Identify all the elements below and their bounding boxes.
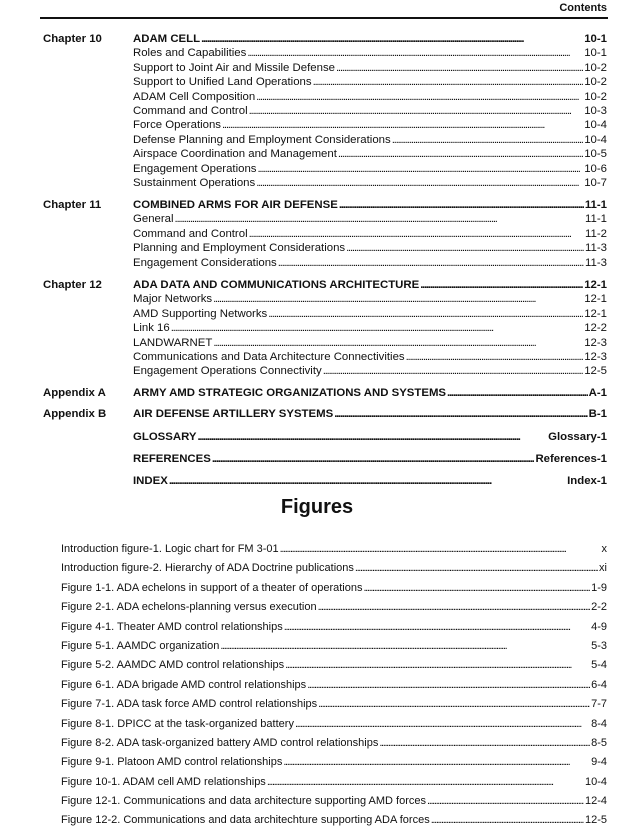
- toc-item-row[interactable]: [43, 104, 607, 118]
- dot-leader: [257, 162, 583, 176]
- dot-leader: [334, 407, 587, 421]
- dot-leader: [427, 792, 584, 811]
- section-label: Chapter 11: [43, 199, 102, 211]
- figure-row[interactable]: [61, 540, 607, 559]
- toc-item-row[interactable]: [43, 292, 607, 306]
- toc-item-row[interactable]: [43, 256, 607, 270]
- dot-leader: [338, 147, 583, 161]
- entry-page: 4-9: [591, 620, 607, 633]
- entry-title: ADAM CELL: [133, 33, 201, 45]
- dot-leader: [256, 90, 583, 104]
- toc-section: [43, 452, 607, 466]
- entry-page: 10-2: [584, 90, 607, 103]
- entry-page: 12-5: [584, 814, 607, 827]
- entry: [133, 321, 607, 335]
- entry-page: References-1: [535, 453, 607, 465]
- entry-page: 6-4: [591, 678, 607, 691]
- entry: [133, 61, 607, 75]
- dot-leader: [313, 75, 584, 89]
- dot-leader: [278, 256, 584, 270]
- section-label: Chapter 12: [43, 279, 102, 291]
- entry-title: ADAM Cell Composition: [133, 90, 256, 103]
- entry-page: 12-1: [584, 279, 607, 291]
- entry-page: 12-2: [584, 322, 607, 335]
- entry-title: Figure 8-2. ADA task-organized battery AMD control relationships: [61, 736, 379, 749]
- dot-leader: [323, 364, 584, 378]
- figures-heading: Figures: [280, 496, 354, 518]
- entry-page: 12-3: [584, 350, 607, 363]
- entry: [133, 364, 607, 378]
- dot-leader: [420, 278, 583, 292]
- entry: [61, 773, 607, 792]
- entry: [133, 336, 607, 350]
- entry-title: ADA DATA AND COMMUNICATIONS ARCHITECTURE: [133, 279, 420, 291]
- entry-title: LANDWARNET: [133, 336, 213, 349]
- entry-title: Major Networks: [133, 293, 213, 306]
- entry: [133, 75, 607, 89]
- entry: [61, 579, 607, 598]
- entry: [61, 695, 607, 714]
- entry-title: AMD Supporting Networks: [133, 307, 268, 320]
- entry: [133, 46, 607, 60]
- dot-leader: [318, 598, 590, 617]
- entry-page: 10-6: [584, 162, 607, 175]
- toc-heading-row[interactable]: [43, 32, 607, 46]
- entry: [133, 430, 607, 444]
- toc-item-row[interactable]: [43, 90, 607, 104]
- entry: [61, 540, 607, 559]
- entry-page: 10-2: [584, 61, 607, 74]
- figure-row[interactable]: [61, 676, 607, 695]
- entry-title: Figure 9-1. Platoon AMD control relationships: [61, 756, 283, 769]
- entry: [133, 133, 607, 147]
- figure-row[interactable]: [61, 715, 607, 734]
- dot-leader: [283, 753, 590, 772]
- dot-leader: [212, 452, 535, 466]
- entry-page: 11-2: [585, 227, 607, 240]
- entry-page: 10-7: [584, 176, 607, 189]
- entry: [61, 637, 607, 656]
- dot-leader: [284, 618, 590, 637]
- entry: [61, 811, 607, 830]
- dot-leader: [280, 540, 601, 559]
- entry: [61, 676, 607, 695]
- dot-leader: [392, 133, 583, 147]
- entry-page: 12-1: [584, 307, 607, 320]
- toc-item-row[interactable]: [43, 321, 607, 335]
- dot-leader: [318, 695, 590, 714]
- entry-title: ARMY AMD STRATEGIC ORGANIZATIONS AND SYSTEMS: [133, 387, 447, 399]
- toc-item-row[interactable]: [43, 227, 607, 241]
- toc-heading-row[interactable]: [43, 430, 607, 444]
- entry-page: 8-5: [591, 736, 607, 749]
- dot-leader: [267, 773, 584, 792]
- toc-section: [43, 407, 607, 421]
- toc-item-row[interactable]: [43, 336, 607, 350]
- toc-item-row[interactable]: [43, 307, 607, 321]
- dot-leader: [249, 227, 584, 241]
- dot-leader: [339, 198, 584, 212]
- entry-title: Force Operations: [133, 119, 221, 132]
- entry: [61, 656, 607, 675]
- entry-page: 9-4: [591, 756, 607, 769]
- entry: [133, 227, 607, 241]
- entry-title: Command and Control: [133, 104, 248, 117]
- dot-leader: [213, 336, 583, 350]
- entry-title: Figure 12-2. Communications and data architechture supporting ADA forces: [61, 814, 430, 827]
- entry-page: 1-9: [591, 581, 607, 594]
- entry-page: 2-2: [591, 601, 607, 614]
- figure-row[interactable]: [61, 579, 607, 598]
- toc-item-row[interactable]: [43, 46, 607, 60]
- entry: [133, 407, 607, 421]
- entry-page: 12-4: [584, 795, 607, 808]
- entry-title: Roles and Capabilities: [133, 47, 247, 60]
- entry-title: Introduction figure-2. Hierarchy of ADA Doctrine publications: [61, 562, 354, 575]
- toc-item-row[interactable]: [43, 118, 607, 132]
- toc-item-row[interactable]: [43, 61, 607, 75]
- toc-section: [43, 474, 607, 488]
- toc-item-row[interactable]: [43, 75, 607, 89]
- header-rule: [40, 17, 608, 19]
- entry-title: Figure 1-1. ADA echelons in support of a theater of operations: [61, 581, 363, 594]
- entry-page: 10-3: [584, 104, 607, 117]
- toc-item-row[interactable]: [43, 162, 607, 176]
- dot-leader: [379, 734, 590, 753]
- entry-title: Command and Control: [133, 227, 248, 240]
- entry: [133, 307, 607, 321]
- entry-title: Figure 8-1. DPICC at the task-organized battery: [61, 717, 294, 730]
- figure-row[interactable]: [61, 811, 607, 830]
- figure-row[interactable]: [61, 773, 607, 792]
- entry-title: INDEX: [133, 475, 168, 487]
- entry: [133, 198, 607, 212]
- entry-page: 12-1: [584, 293, 607, 306]
- entry: [133, 452, 607, 466]
- entry-page: 10-4: [584, 133, 607, 146]
- entry: [133, 256, 607, 270]
- entry-title: Support to Unified Land Operations: [133, 76, 312, 89]
- entry-page: 10-1: [584, 33, 607, 45]
- entry-title: Planning and Employment Considerations: [133, 242, 346, 255]
- dot-leader: [355, 559, 598, 578]
- entry: [61, 559, 607, 578]
- entry-title: GLOSSARY: [133, 431, 197, 443]
- toc-item-row[interactable]: [43, 133, 607, 147]
- entry-title: Sustainment Operations: [133, 176, 256, 189]
- toc-section: [43, 386, 607, 400]
- dot-leader: [268, 307, 583, 321]
- entry-title: Figure 10-1. ADAM cell AMD relationships: [61, 775, 266, 788]
- figure-row[interactable]: [61, 792, 607, 811]
- entry: [133, 241, 607, 255]
- figure-row[interactable]: [61, 695, 607, 714]
- dot-leader: [285, 656, 590, 675]
- figure-row[interactable]: [61, 559, 607, 578]
- entry-page: 7-7: [591, 698, 607, 711]
- figures-list: [61, 540, 607, 831]
- toc-item-row[interactable]: [43, 176, 607, 190]
- figure-row[interactable]: [61, 753, 607, 772]
- entry: [133, 386, 607, 400]
- entry-title: REFERENCES: [133, 453, 211, 465]
- dot-leader: [447, 386, 588, 400]
- dot-leader: [198, 430, 548, 444]
- entry-title: General: [133, 213, 174, 226]
- dot-leader: [307, 676, 590, 695]
- entry-page: 8-4: [591, 717, 607, 730]
- entry: [133, 118, 607, 132]
- entry-page: 11-3: [585, 242, 607, 255]
- entry-page: Index-1: [567, 475, 607, 487]
- entry-page: 11-1: [585, 213, 607, 226]
- toc-heading-row[interactable]: [43, 278, 607, 292]
- entry-page: 10-4: [584, 775, 607, 788]
- entry-title: Engagement Operations Connectivity: [133, 365, 322, 378]
- figure-row[interactable]: [61, 637, 607, 656]
- dot-leader: [431, 811, 584, 830]
- entry: [133, 90, 607, 104]
- dot-leader: [222, 118, 583, 132]
- entry: [133, 176, 607, 190]
- entry-title: Introduction figure-1. Logic chart for FM 3-01: [61, 543, 279, 555]
- dot-leader: [346, 241, 584, 255]
- dot-leader: [249, 104, 584, 118]
- dot-leader: [247, 46, 583, 60]
- entry-title: Figure 12-1. Communications and data architecture supporting AMD forces: [61, 795, 427, 808]
- figure-row[interactable]: [61, 656, 607, 675]
- entry: [133, 350, 607, 364]
- entry-page: x: [601, 543, 607, 555]
- entry-title: Defense Planning and Employment Considerations: [133, 133, 391, 146]
- toc-section: [43, 32, 607, 190]
- entry-title: Communications and Data Architecture Connectivities: [133, 350, 405, 363]
- entry: [133, 278, 607, 292]
- entry: [133, 162, 607, 176]
- entry-title: Figure 7-1. ADA task force AMD control relationships: [61, 698, 318, 711]
- entry-title: Link 16: [133, 322, 170, 335]
- entry: [133, 474, 607, 488]
- toc-heading-row[interactable]: [43, 452, 607, 466]
- entry-page: 11-3: [585, 256, 607, 269]
- toc-section: [43, 430, 607, 444]
- toc-item-row[interactable]: [43, 350, 607, 364]
- section-label: Appendix A: [43, 387, 106, 399]
- running-header: Contents: [559, 2, 607, 14]
- toc-section: [43, 278, 607, 379]
- entry-page: 10-4: [584, 119, 607, 132]
- entry-title: Figure 2-1. ADA echelons-planning versus execution: [61, 601, 317, 614]
- dot-leader: [295, 715, 590, 734]
- entry-title: Figure 6-1. ADA brigade AMD control relationships: [61, 678, 307, 691]
- entry: [133, 292, 607, 306]
- toc-heading-row[interactable]: [43, 407, 607, 421]
- figure-row[interactable]: [61, 618, 607, 637]
- entry-page: 12-5: [584, 365, 607, 378]
- dot-leader: [171, 321, 583, 335]
- dot-leader: [363, 579, 590, 598]
- entry: [61, 715, 607, 734]
- toc-heading-row[interactable]: [43, 474, 607, 488]
- dot-leader: [169, 474, 566, 488]
- entry-page: A-1: [588, 387, 607, 399]
- entry: [133, 147, 607, 161]
- entry-page: B-1: [588, 408, 607, 420]
- dot-leader: [336, 61, 583, 75]
- dot-leader: [256, 176, 583, 190]
- entry-page: 12-3: [584, 336, 607, 349]
- toc-heading-row[interactable]: [43, 386, 607, 400]
- entry-title: Support to Joint Air and Missile Defense: [133, 61, 335, 74]
- entry: [133, 104, 607, 118]
- toc-section: [43, 198, 607, 270]
- section-label: Appendix B: [43, 408, 107, 420]
- entry-page: 5-4: [591, 659, 607, 672]
- toc-item-row[interactable]: [43, 147, 607, 161]
- dot-leader: [213, 292, 583, 306]
- entry-page: 10-2: [584, 76, 607, 89]
- dot-leader: [175, 212, 585, 226]
- toc-item-row[interactable]: [43, 241, 607, 255]
- figure-row[interactable]: [61, 598, 607, 617]
- dot-leader: [406, 350, 584, 364]
- entry-page: 10-1: [584, 47, 607, 60]
- entry-page: 5-3: [591, 639, 607, 652]
- dot-leader: [201, 32, 583, 46]
- entry-page: 10-5: [584, 148, 607, 161]
- entry: [133, 32, 607, 46]
- section-label: Chapter 10: [43, 33, 102, 45]
- entry-page: Glossary-1: [548, 431, 607, 443]
- entry: [61, 598, 607, 617]
- entry: [61, 618, 607, 637]
- entry: [61, 753, 607, 772]
- toc-item-row[interactable]: [43, 212, 607, 226]
- entry-title: COMBINED ARMS FOR AIR DEFENSE: [133, 199, 338, 211]
- entry-page: xi: [599, 562, 607, 575]
- entry-page: 11-1: [584, 199, 607, 211]
- entry-title: Figure 5-1. AAMDC organization: [61, 639, 220, 652]
- entry-title: Figure 4-1. Theater AMD control relationships: [61, 620, 283, 633]
- figure-row[interactable]: [61, 734, 607, 753]
- toc-heading-row[interactable]: [43, 198, 607, 212]
- entry-title: Engagement Considerations: [133, 256, 277, 269]
- entry: [61, 792, 607, 811]
- entry: [133, 212, 607, 226]
- dot-leader: [220, 637, 590, 656]
- entry-title: Airspace Coordination and Management: [133, 148, 337, 161]
- toc-item-row[interactable]: [43, 364, 607, 378]
- entry-title: Figure 5-2. AAMDC AMD control relationships: [61, 659, 285, 672]
- entry-title: AIR DEFENSE ARTILLERY SYSTEMS: [133, 408, 334, 420]
- entry: [61, 734, 607, 753]
- entry-title: Engagement Operations: [133, 162, 257, 175]
